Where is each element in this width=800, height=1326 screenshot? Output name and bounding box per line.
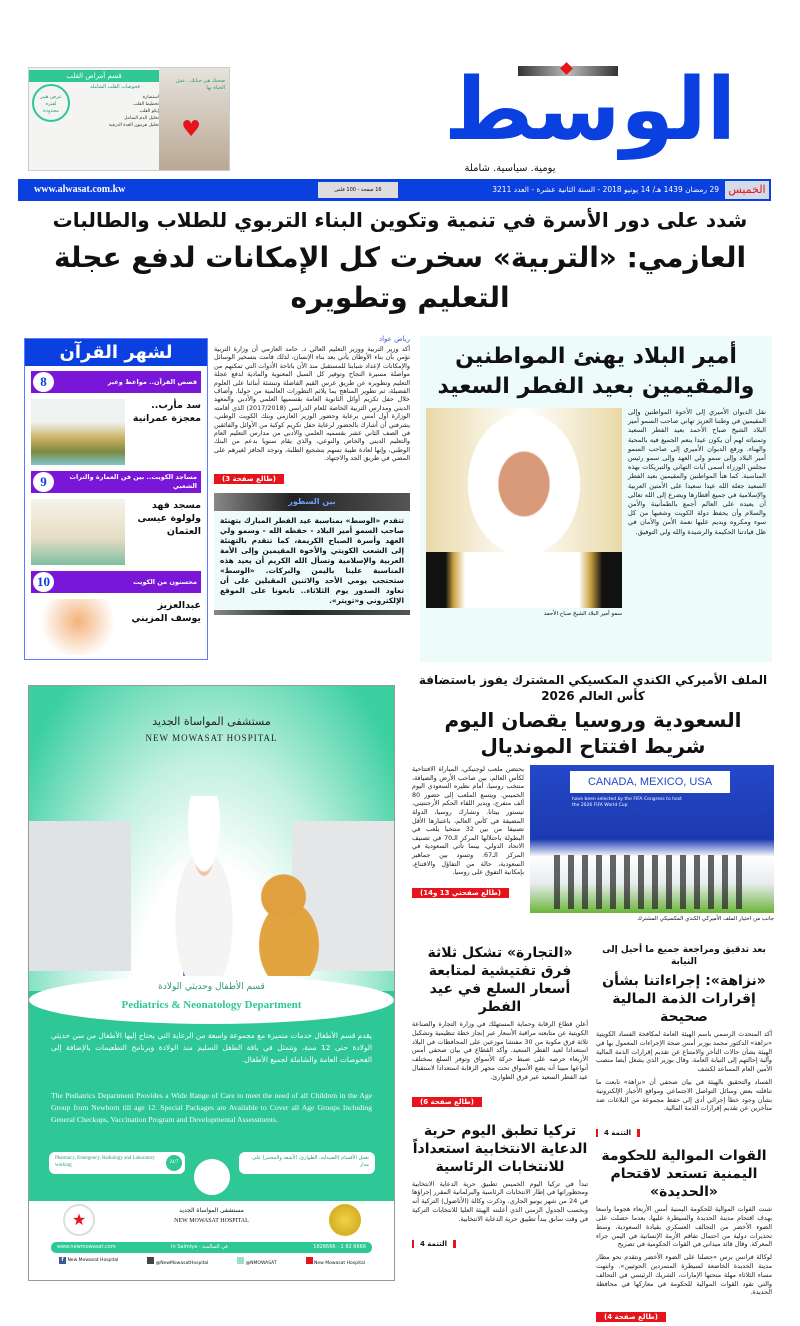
hours-badge: 24/7 <box>166 1155 182 1171</box>
emir-headline[interactable]: أمير البلاد يهنئ المواطنين والمقيمين بعيد الفطر السعيد <box>437 344 755 399</box>
ad-slogan: صحتك هي حياتك.. عش الحياة بها <box>175 78 225 91</box>
ad-text-ar: يقدم قسم الأطفال خدمات متميزة مع مجموعة واسعة من الرعاية التي يحتاج إليها الأطفال من سن حديثي الولادة حتى 12 سنة، وتتمثل في باقة الطفل السليم منذ الولادة وبرنامج التطعيمات بالإضافة إلى الفحوصات العامة والشاملة لجميع الأطفال. <box>51 1031 373 1064</box>
yemen-more-link[interactable]: (طالع صفحة 4) <box>596 1312 666 1322</box>
ad-item: تحليل هرمون الغدة الدرقية <box>108 123 159 128</box>
social-label: @NewMowasatHospital <box>155 1261 209 1266</box>
lead-headline[interactable]: العازمي: «التربية» سخرت كل الإمكانات لدفع عجلة التعليم وتطويره <box>53 241 747 314</box>
masthead-tagline: يومية. سياسية. شاملة <box>464 163 556 174</box>
date-text: 29 رمضان 1439 هـ/ 14 يونيو 2018 - السنة الثانية عشرة - العدد 3211 <box>492 185 719 194</box>
tijara-more-link[interactable]: (طالع صفحة 6) <box>412 1097 482 1107</box>
dept-name-en: Pediatrics & Neonatology Department <box>121 999 302 1011</box>
quran-section-number: 9 <box>33 472 54 492</box>
worldcup-headline[interactable]: السعودية وروسيا يقصان اليوم شريط افتتاح المونديال <box>444 708 742 758</box>
tijara-body: أعلن قطاع الرقابة وحماية المستهلك في وزارة التجارة والصناعة الكويتية عن متابعته مراقبة الأسعار عبر إنجاز خطة تنظيمية وتشكيل ثلاثة فرق مكونة من 30 مفتشا موزعين على المحافظات في البلاد استعدادا لعيد الفطر السعيد. وأكد القطاع في بيان صحفي أمس الأربعاء حرصه على ضبط حركة الأسواق وتوفر السلع بمختلف أنواعها مبينا أنه يضع الأسواق تحت مجهر الرقابة استعدادا لاستقبال عيد الفطر السعيد عبر فرق الطوارئ. <box>412 1020 588 1081</box>
lead-subhead: شدد على دور الأسرة في تنمية وتكوين البناء التربوي للطلاب والطالبات <box>52 208 748 232</box>
screen-title: CANADA, MEXICO, USA <box>570 771 730 793</box>
services-badge-en <box>49 1152 185 1174</box>
ad-phone: 1826666 - 1 82 6666 <box>313 1244 366 1250</box>
philanthropist-portrait <box>37 599 119 655</box>
youtube-icon <box>306 1257 313 1264</box>
left-stories-column <box>412 944 588 1250</box>
emir-story <box>420 336 772 662</box>
lead-byline: رياض عواد <box>378 335 410 343</box>
twitter-icon <box>237 1257 244 1264</box>
emir-body: نقل الديوان الأميري إلى الأخوة المواطنين وإلى المقيمين في وطننا العزيز تهاني صاحب السمو أمير البلاد الشيخ صباح الأحمد بعيد الفطر السعيد وتمنياته لهم أن يكون عيدا ينعم الجميع فيه بالمحبة والهناء. ورفع الديوان الأميري إلى صاحب السمو أمير البلاد وإلى سمو ولي العهد وإلى سمو رئيس مجلس الوزراء أسمى آيات التهاني والتبريكات بهذه المناسبة. كما هنأ المواطنين والمقيمين بعيد الفطر السعيد جعله الله عيدا سعيدا على الأمتين العربية والإسلامية في جميع أقطارها ويضرع إلى الله تعالى أن يعيده على العالم أجمع بالطمأنينة والأمن والسلام وأن يحفظ دولة الكويت وشعبها من كل سوء ومكروه ويديم عليها نعمة الأمن والأمان في ظل قيادتنا الحكيمة والرشيدة والله ولي التوفيق. <box>628 408 766 536</box>
nazaha-headline[interactable]: «نزاهة»: إجراءاتنا بشأن إقرارات الذمة المالية صحيحة <box>602 973 766 1025</box>
worldcup-body: يحتضن ملعب لوجنيكي، المباراة الافتتاحية لكأس العالم، بين صاحب الأرض والضيافة، منتخب روسيا، أمام نظيره السعودي اليوم الخميس. ويتسع الملعب إلى حضور 80 ألف متفرج، ويدير اللقاء الحكم الأرجنتيني، نيستور بيتانا. وتشارك روسيا، الدولة المضيفة في كأس العالم، باعتبارها الأقل تصنيفا من بين 32 منتخبا يلعب في البطولة باحتلالها المركز الـ70 في تصنيف الاتحاد الدولي، بينما تأتي السعودية في المركز الـ67. وتسود بين جماهير السعودية، حالة من التفاؤل والاقتناع، بإمكانية التفوق على روسيا. <box>412 765 525 877</box>
ad-item: تخطيط القلب <box>133 102 159 107</box>
quran-title: لشهر القرآن <box>25 339 207 366</box>
quran-item-title[interactable]: مسجد فهد ولولوة عيسى العثمان <box>137 500 201 537</box>
yemen-story <box>596 1147 772 1323</box>
tijara-headline[interactable]: «التجارة» تشكل ثلاثة فرق تفتيشية لمتابعة أسعار السلع في عيد الفطر <box>427 945 573 1015</box>
facebook-icon: f <box>59 1257 66 1264</box>
dept-name-ar: قسم الأطفال وحديثي الولادة <box>158 982 265 992</box>
quran-section-label: مساجد الكويت.. بين فن العمارة والتراث الشعبي <box>69 473 197 490</box>
turkey-continued[interactable]: التتمة 4 <box>412 1240 456 1248</box>
mosque-photo <box>31 499 125 565</box>
services-badge-ar <box>239 1152 375 1174</box>
quran-section-number: 8 <box>33 372 54 392</box>
twitter-link[interactable] <box>237 1257 276 1268</box>
ad-item: تحليل الدم الشامل <box>124 116 159 121</box>
between-lines-box <box>214 493 410 615</box>
badge-ar-text: تعمل الأقسام (الصيدلية، الطوارئ، الأشعة والمختبر) على مدار <box>252 1155 369 1168</box>
social-label: New Mowasat Hospital <box>313 1261 365 1266</box>
instagram-icon <box>147 1257 154 1264</box>
hospital-name-ar: مستشفى المواساة الجديد <box>152 715 271 728</box>
turkey-story <box>412 1122 588 1250</box>
quran-section-bar[interactable] <box>31 371 201 393</box>
nazaha-subhead: بعد تدقيق ومراجعة جميع ما أحيل إلى النيابة <box>602 945 766 967</box>
facebook-link[interactable] <box>59 1257 118 1268</box>
ad-item: استشارة <box>142 95 159 100</box>
gold-seal-badge <box>329 1204 361 1236</box>
quran-section-label: قصص القرآن.. مواعظ وعبر <box>107 377 197 386</box>
lead-column <box>214 334 410 615</box>
social-label: @NMOWASAT <box>245 1261 277 1266</box>
worldcup-more-link[interactable]: (طالع صفحتي 13 و14) <box>412 888 509 898</box>
ad-offer: عرض هيبر لفترة محدودة <box>32 84 70 122</box>
footer-name-en: NEW MOWASAT HOSPITAL <box>174 1218 249 1224</box>
between-lines-title: بين السطور <box>214 493 410 511</box>
ad-title: قسم أمراض القلب <box>29 70 159 82</box>
emir-photo <box>426 408 622 608</box>
turkey-headline[interactable]: تركيا تطبق اليوم حرية الدعاية الانتخابية استعداداً للانتخابات الرئاسية <box>412 1122 588 1175</box>
lead-body: أكد وزير التربية ووزير التعليم العالي د. حامد العازمي أن وزارة التربية تؤمن بأن بناء الأوطان يأتي بعد بناء الإنسان، لذلك قامت بتسخير الوسائل والإمكانات لإعداد شبابنا للمستقبل منذ الآن باتاحة الأدوات التي تمكنهم من مواصلة مسيرة النجاح وتوفير كل السبل المعنوية والمادية لدفع عجلة التعليم وتطويره عن طريق غرس القيم الفاضلة وتنشئة أبنائنا على العلوم الفضيلة، ثم تطوير المناهج بما يلائم التطورات العالمية من حولنا. وأضاف خلال حفل تكريم أوائل الثانوية العامة بقسميها العلمي والأدبي والمعهد الديني ومدارس التربية الخاصة للعام الدراسي (2017/2018) الذي أقامته الوزارة أول أمس برعاية وحضور الوزير العازمي وبنك الكويت الوطني، يشرفني أن أشارك بالحضور لرعاية حفل تكريم كوكبة من الأوائل والفائقين في الصف الثاني عشر بقسميه العلمي والأدبي من مدارس التعليم العام والتعليم الديني والخاص والنوعي، والذي يقام سنويا بدعم من البنك الوطني، وإنها لعادة طيبة تسهم بتشجيع الطلبة، وتوجد الحافز لغيرهم على المضي في طريق الجد والاجتهاد. <box>214 345 410 463</box>
heart-icon: ♥ <box>181 117 201 142</box>
nazaha-story <box>596 944 772 1139</box>
tijara-story <box>412 944 588 1108</box>
quran-section-bar[interactable] <box>31 571 201 593</box>
yemen-body-col2: لوكالة فرانس برس «حصلنا على الضوء الأخضر ونتقدم نحو مطار مدينة الحديدة الخاضعة لسيطرة المتمردين الحوثيين». وانتهت مساء الثلاثاء مهلة منحتها الإمارات، الشريك الرئيسي في التحالف والتي تقود القوات الموالية للحكومة في معاركها في محافظة الحديدة. <box>596 1253 772 1297</box>
marib-dam-photo <box>31 399 125 465</box>
hand-logo-icon <box>191 1156 233 1198</box>
contact-bar <box>51 1242 372 1253</box>
nazaha-continued[interactable]: التتمة 4 <box>596 1129 640 1137</box>
screen-subtitle: have been selected by the FIFA Congress to host the 2026 FIFA World Cup <box>572 797 682 808</box>
badge-en-text: Pharmacy, Emergency, Radiology and Laboratory working <box>55 1156 155 1168</box>
youtube-link[interactable] <box>306 1257 365 1268</box>
worldcup-subhead: الملف الأميركي الكندي المكسيكي المشترك يفوز باستضافة كأس العالم 2026 <box>418 673 768 703</box>
instagram-link[interactable] <box>147 1257 208 1268</box>
quran-section-bar[interactable] <box>31 471 201 493</box>
ad-text-en: The Pediatrics Department Provides a Wide Range of Care to meet the need of all Children in the Age Group from Newborn till age 12. Special Packages are Available to Cover all Age Groups Including General Checkups, Vaccination Program and Developmental Assessments. <box>51 1091 372 1124</box>
quran-box <box>24 338 208 660</box>
right-stories-column <box>596 944 772 1323</box>
quran-section-label: محسنون من الكويت <box>133 577 197 586</box>
ad-item: إيكو القلب <box>139 109 159 114</box>
yemen-headline[interactable]: القوات الموالية للحكومة اليمنية تستعد لاقتحام «الحديدة» <box>601 1148 767 1201</box>
hospital-name-en: NEW MOWASAT HOSPITAL <box>145 733 278 743</box>
ad-location: In Salmiya - في السالمية <box>171 1244 228 1250</box>
dateline-bar <box>18 179 771 201</box>
website-link[interactable]: www.alwasat.com.kw <box>34 184 126 195</box>
ad-website[interactable]: www.newmowasat.com <box>57 1244 116 1250</box>
masthead-logo[interactable] <box>408 62 772 158</box>
top-heart-ad[interactable] <box>28 67 230 171</box>
mowasat-ad[interactable] <box>28 685 395 1281</box>
nazaha-body-col2: الفساد والتحقيق بالهيئة في بيان صحفي أن «نزاهة» تابعت ما تناقلته بعض وسائل التواصل الاجتماعي ومواقع الأخبار الإلكترونية بشأن وجود خطأ إجرائي أدى إلى حفظ مجموعة من البلاغات ضد متأخرين عن تقديم إقرارات الذمة المالية. <box>596 1077 772 1113</box>
teddy-bear <box>234 866 344 976</box>
quran-item-title[interactable]: سد مأرب.. معجزة عمرانية <box>132 400 201 424</box>
pages-price: 16 صفحة - 100 فلس <box>318 182 398 198</box>
social-label: New Mowasat Hospital <box>67 1258 119 1263</box>
logo-text: الوسط <box>443 60 737 160</box>
emir-caption: سمو أمير البلاد الشيخ صباح الأحمد <box>543 611 622 617</box>
yemen-body-col1: شنت القوات الموالية للحكومة اليمنية أمس الأربعاء هجوما واسعا بهدف اقتحام مدينة الحديدة والسيطرة عليها، بعدما حصلت على الضوء الأخضر من التحالف العسكري بقيادة السعودية، وسط تحذيرات دولية من احتمال تفاقم الأزمة الإنسانية في اليمن جراء المعركة. وقال قائد ميداني في القوات الحكومية في تصريح <box>596 1205 772 1249</box>
worldcup-photo <box>530 765 774 913</box>
footer-name-ar: مستشفى المواساة الجديد <box>179 1207 244 1214</box>
quran-item-title[interactable]: عبدالعزيز يوسف المزيني <box>131 600 201 624</box>
quran-section-number: 10 <box>33 572 54 592</box>
lead-more-link[interactable]: (طالع صفحة 3) <box>214 474 284 484</box>
worldcup-story <box>412 672 774 923</box>
ad-subtitle: فحوصات القلب الشاملة <box>90 84 140 90</box>
turkey-body: تبدأ في تركيا اليوم الخميس تطبيق حرية الدعاية الانتخابية ومحظوراتها في إطار الانتخابات الرئاسية والبرلمانية المقرر إجراؤها في 24 من شهر يونيو الجاري. وذكرت وكالة (الأناضول) التركية أنه وبحسب الجدول الزمني الذي أعلنته الهيئة العليا للانتخابات التركية في وقت سابق يبدأ تطبيق حرية الدعاية الانتخابية. <box>412 1179 588 1223</box>
accreditation-badge: ★ <box>63 1204 95 1236</box>
day-label: الخميس <box>725 181 769 199</box>
worldcup-caption: جانب من اختيار الملف الأميركي الكندي المكسيكي المشترك <box>637 916 774 922</box>
between-lines-body: تتقدم «الوسط» بمناسبة عيد الفطر المبارك بتهنئة صاحب السمو أمير البلاد - حفظه الله - وسمو ولي العهد وأسرة الصباح الكريمة، كما تتقدم بالتهنئة إلى الشعب الكويتي والأخوة المقيمين وإلى الأمة العربية والإسلامية وتسأل الله الكريم أن يعيد هذه المناسبة علينا باليمن والبركات. «الوسط» ستحتجب يومي الأحد والاثنين المقبلين على أن تعاود الصدور يوم الثلاثاء.. تابعونا على الموقع الإلكتروني و«تويتر». <box>220 515 404 605</box>
nazaha-body-col1: أكد المتحدث الرسمي باسم الهيئة العامة لمكافحة الفساد الكويتية «نزاهة» الدكتور محمد بوزبر أمس صحة الإجراءات المعمول بها في الهيئة بشأن حالات التأخر والامتناع عن تقديم إقرارات الذمة المالية وآلية إحالتهم إلى النيابة العامة. وقال بوزبر الذي يشغل أيضا منصب الأمين العام المساعد لكشف <box>596 1030 772 1074</box>
